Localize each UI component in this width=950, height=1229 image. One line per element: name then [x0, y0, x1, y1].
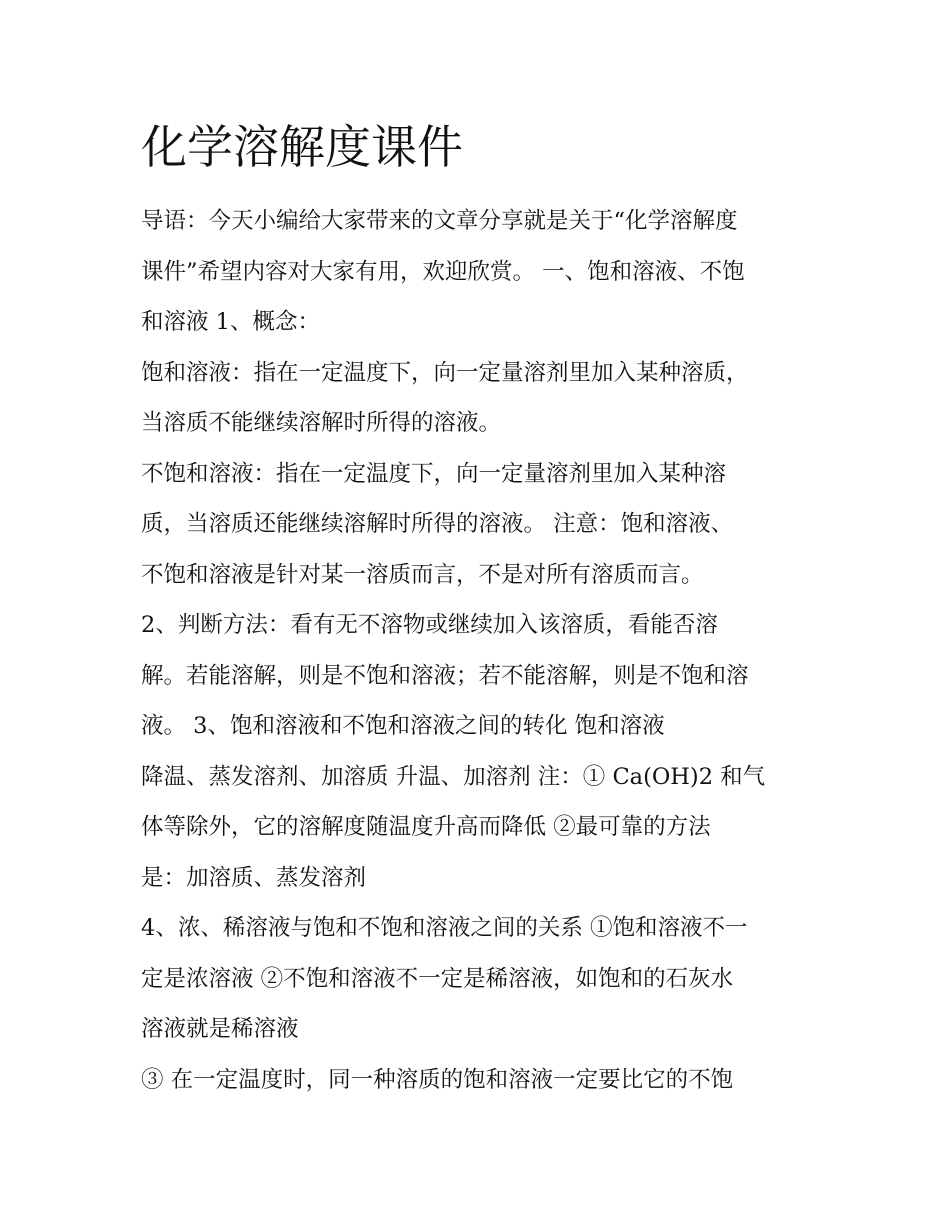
text-line: 课件”希望内容对大家有用，欢迎欣赏。 一、饱和溶液、不饱 [141, 258, 745, 285]
text-line: 溶液就是稀溶液 [141, 1016, 299, 1042]
text-line: 降温、蒸发溶剂、加溶质 升温、加溶剂 注：① Ca(OH)2 和气 [141, 763, 766, 790]
text-line: 质，当溶质还能继续溶解时所得的溶液。 注意：饱和溶液、 [141, 511, 734, 537]
text-line: 是：加溶质、蒸发溶剂 [141, 864, 367, 891]
text-line: 解。若能溶解，则是不饱和溶液；若不能溶解，则是不饱和溶 [141, 662, 749, 689]
text-line: 不饱和溶液是针对某一溶质而言，不是对所有溶质而言。 [141, 561, 704, 588]
text-line: 2、判断方法：看有无不溶物或继续加入该溶质，看能否溶 [141, 612, 718, 638]
text-line: ③ 在一定温度时，同一种溶质的饱和溶液一定要比它的不饱 [141, 1066, 734, 1093]
text-line: 4、浓、稀溶液与饱和不饱和溶液之间的关系 ①饱和溶液不一 [141, 915, 748, 941]
text-line: 体等除外，它的溶解度随温度升高而降低 ②最可靠的方法 [141, 814, 711, 840]
text-line: 不饱和溶液：指在一定温度下，向一定量溶剂里加入某种溶 [141, 460, 727, 487]
text-line: 液。 3、饱和溶液和不饱和溶液之间的转化 饱和溶液 [141, 713, 665, 739]
text-line: 饱和溶液：指在一定温度下，向一定量溶剂里加入某种溶质， [141, 359, 749, 386]
text-line: 导语：今天小编给大家带来的文章分享就是关于“化学溶解度 [141, 208, 738, 234]
document-page [141, 112, 831, 1105]
document-title: 化学溶解度课件 [141, 120, 463, 174]
text-line: 定是浓溶液 ②不饱和溶液不一定是稀溶液，如饱和的石灰水 [141, 965, 734, 992]
document-body [141, 196, 831, 1105]
text-line: 和溶液 1、概念： [141, 309, 320, 335]
text-line: 当溶质不能继续溶解时所得的溶液。 [141, 410, 502, 436]
